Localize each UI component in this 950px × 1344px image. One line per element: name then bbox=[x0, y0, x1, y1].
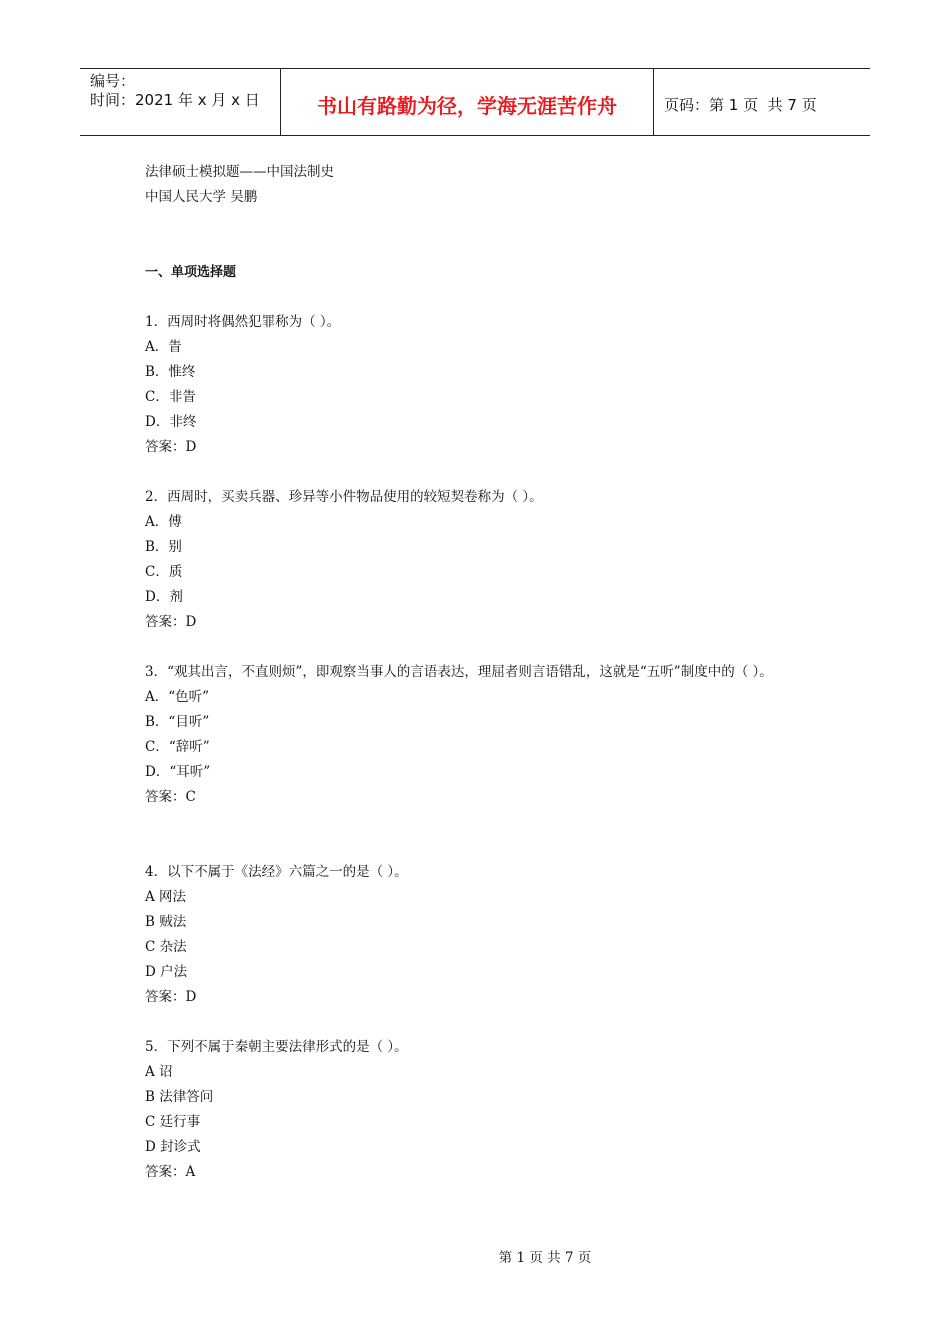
question-stem: 2．西周时，买卖兵器、珍异等小件物品使用的较短契卷称为（ ）。 bbox=[145, 489, 543, 505]
section-heading: 一、单项选择题 bbox=[145, 265, 237, 280]
question-answer: 答案：A bbox=[145, 1164, 196, 1180]
question-option: C 杂法 bbox=[145, 939, 187, 955]
serial-number-label: 编号： bbox=[90, 72, 136, 90]
header-page-info bbox=[654, 69, 870, 135]
document-body bbox=[145, 160, 825, 1185]
question-answer: 答案：D bbox=[145, 439, 197, 455]
question-option: A．“色听” bbox=[145, 689, 210, 705]
question-option: D．剂 bbox=[145, 589, 183, 605]
question-option: A．眚 bbox=[145, 339, 182, 355]
question-answer: 答案：D bbox=[145, 989, 197, 1005]
question-option: D．“耳听” bbox=[145, 764, 211, 780]
document-title: 法律硕士模拟题——中国法制史 bbox=[145, 164, 334, 180]
document-author: 中国人民大学 吴鹏 bbox=[145, 189, 258, 205]
question-option: A．傅 bbox=[145, 514, 182, 530]
header-motto: 书山有路勤为径，学海无涯苦作舟 bbox=[281, 69, 654, 135]
question-option: D 封诊式 bbox=[145, 1139, 201, 1155]
question-option: A 网法 bbox=[145, 889, 187, 905]
question-option: D．非终 bbox=[145, 414, 197, 430]
question-option: B．“目听” bbox=[145, 714, 210, 730]
page-number-label: 页码：第 1 页 共 7 页 bbox=[664, 95, 817, 114]
question-option: C．非眚 bbox=[145, 389, 196, 405]
question-option: B 法律答问 bbox=[145, 1089, 214, 1105]
question-option: A 诏 bbox=[145, 1064, 173, 1080]
question-block bbox=[145, 310, 825, 460]
question-option: C．质 bbox=[145, 564, 183, 580]
document-header bbox=[80, 68, 870, 136]
date-label: 时间：2021 年 x 月 x 日 bbox=[90, 91, 260, 109]
question-stem: 3．“观其出言，不直则烦”，即观察当事人的言语表达，理屈者则言语错乱，这就是“五听”制度中的（ ）。 bbox=[145, 664, 773, 680]
question-option: C．“辞听” bbox=[145, 739, 210, 755]
question-stem: 4．以下不属于《法经》六篇之一的是（ ）。 bbox=[145, 864, 408, 880]
page-footer: 第 1 页 共 7 页 bbox=[498, 1250, 592, 1266]
question-option: D 户法 bbox=[145, 964, 188, 980]
question-block bbox=[145, 485, 825, 635]
question-answer: 答案：D bbox=[145, 614, 197, 630]
question-option: B 贼法 bbox=[145, 914, 187, 930]
question-option: C 廷行事 bbox=[145, 1114, 201, 1130]
header-meta bbox=[80, 69, 281, 135]
question-answer: 答案：C bbox=[145, 789, 196, 805]
question-block bbox=[145, 1035, 825, 1185]
question-block bbox=[145, 860, 825, 1010]
question-stem: 1．西周时将偶然犯罪称为（ ）。 bbox=[145, 314, 341, 330]
question-option: B．惟终 bbox=[145, 364, 196, 380]
question-block bbox=[145, 660, 825, 810]
question-stem: 5．下列不属于秦朝主要法律形式的是（ ）。 bbox=[145, 1039, 408, 1055]
question-option: B．别 bbox=[145, 539, 182, 555]
